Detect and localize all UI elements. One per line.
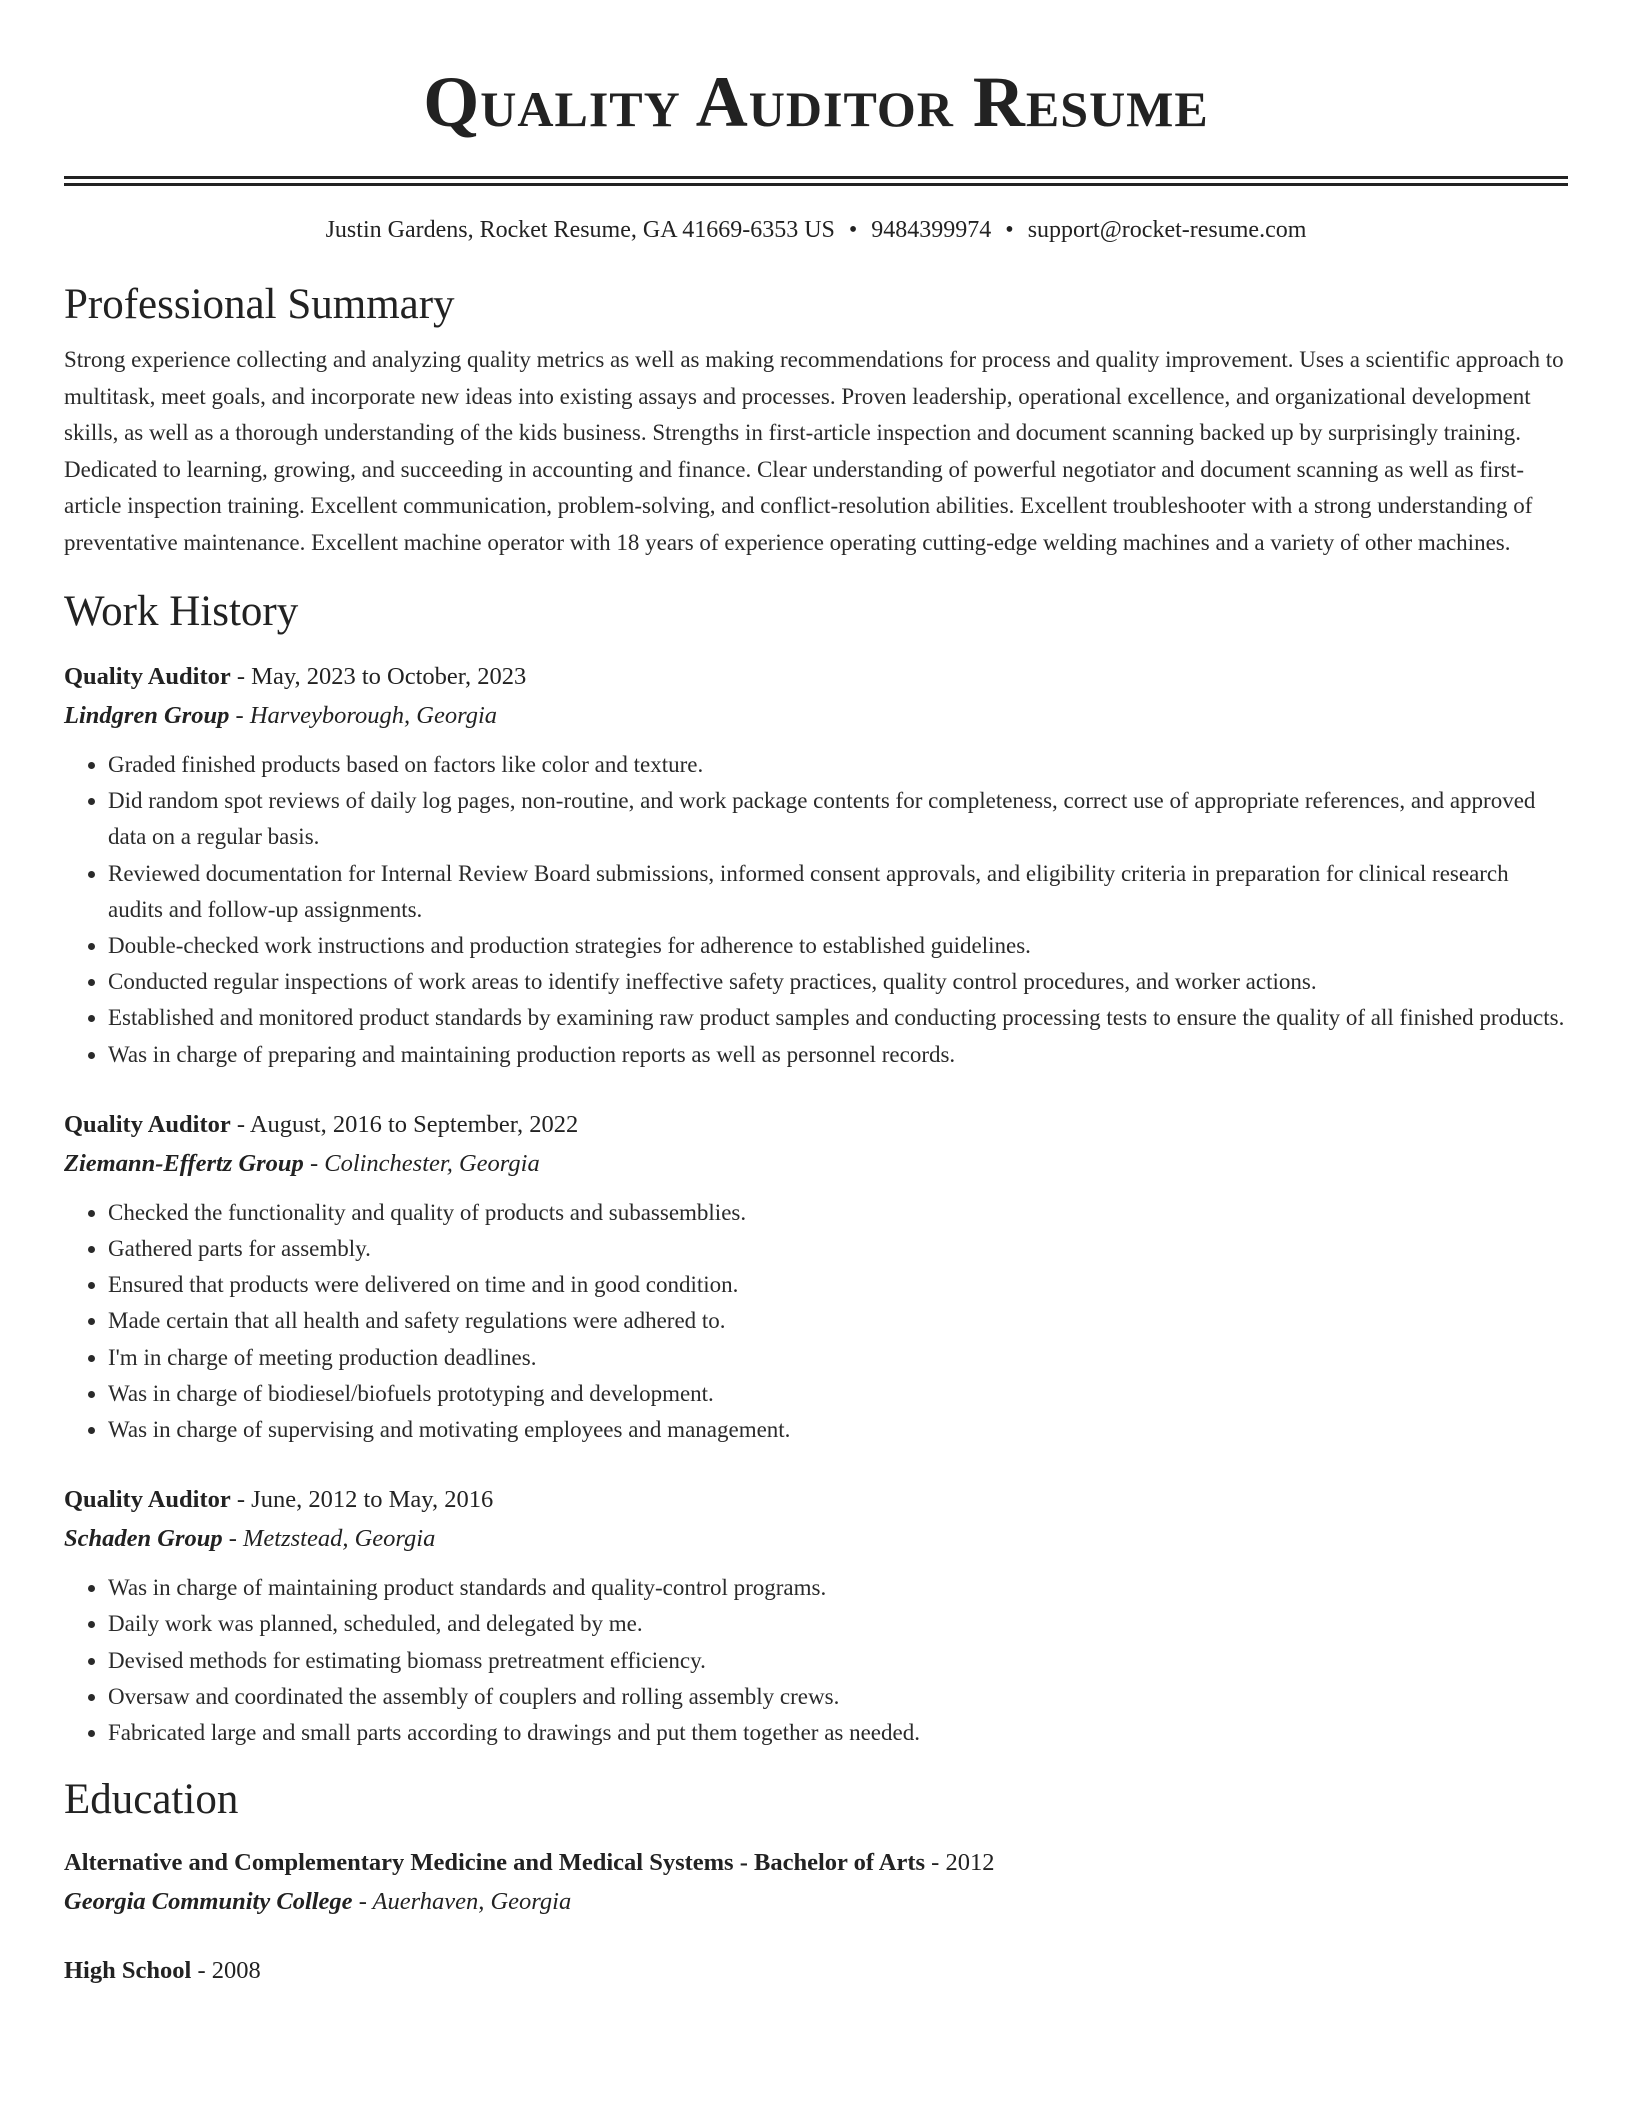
job-title: Quality Auditor — [64, 1110, 231, 1138]
list-item: • Conducted regular inspections of work areas to identify ineffective safety practices, quality control procedures, and worker actions. — [108, 964, 1568, 1000]
list-item: • Ensured that products were delivered on time and in good condition. — [108, 1267, 1568, 1303]
list-item: • Reviewed documentation for Internal Review Board submissions, informed consent approvals, and eligibility criteria in preparation for clinical research audits and follow-up assignments. — [108, 856, 1568, 928]
job-dates: - August, 2016 to September, 2022 — [230, 1110, 579, 1138]
company-name: Ziemann-Effertz Group — [64, 1149, 304, 1177]
company-location: - Colinchester, Georgia — [303, 1149, 540, 1177]
list-item: • Was in charge of supervising and motivating employees and management. — [108, 1412, 1568, 1448]
company-name: Schaden Group — [64, 1525, 223, 1553]
school-line — [64, 1882, 1568, 1921]
company-location: - Metzstead, Georgia — [222, 1525, 436, 1553]
education-heading: Education — [64, 1776, 239, 1824]
contact-separator: • — [1005, 217, 1014, 243]
job-entry — [64, 1105, 1568, 1448]
job-duties-list — [64, 1195, 1568, 1448]
education-entry — [64, 1843, 1568, 1921]
job-dates: - June, 2012 to May, 2016 — [230, 1486, 494, 1514]
degree-name: Alternative and Complementary Medicine and Medical Systems - Bachelor of Arts — [64, 1849, 926, 1877]
degree-line — [64, 1843, 1568, 1882]
contact-phone: 9484399974 — [871, 217, 992, 243]
job-title: Quality Auditor — [64, 1486, 231, 1514]
list-item: • I'm in charge of meeting production deadlines. — [108, 1340, 1568, 1376]
work-history-heading: Work History — [64, 588, 299, 635]
school-name: Georgia Community College — [64, 1888, 353, 1916]
job-title-line — [64, 1105, 1568, 1144]
list-item: • Double-checked work instructions and production strategies for adherence to established guidelines. — [108, 928, 1568, 964]
list-item: • Oversaw and coordinated the assembly of couplers and rolling assembly crews. — [108, 1679, 1568, 1715]
company-line — [64, 1144, 1568, 1183]
list-item: • Fabricated large and small parts according to drawings and put them together as needed. — [108, 1715, 1568, 1751]
company-location: - Harveyborough, Georgia — [229, 702, 498, 729]
company-name: Lindgren Group — [64, 702, 230, 729]
contact-separator: • — [848, 217, 858, 243]
summary-heading: Professional Summary — [64, 281, 455, 328]
degree-year: - 2012 — [925, 1849, 995, 1877]
job-title-line — [64, 1480, 1568, 1519]
school-location: - Auerhaven, Georgia — [352, 1888, 572, 1916]
list-item: • Was in charge of maintaining product standards and quality-control programs. — [108, 1570, 1568, 1606]
title-double-rule — [64, 176, 1568, 186]
resume-title: Quality Auditor Resume — [423, 62, 1209, 142]
contact-email: support@rocket-resume.com — [1027, 217, 1307, 243]
list-item: • Daily work was planned, scheduled, and delegated by me. — [108, 1606, 1568, 1642]
company-line — [64, 1519, 1568, 1558]
list-item: • Was in charge of biodiesel/biofuels prototyping and development. — [108, 1376, 1568, 1412]
degree-line — [64, 1951, 1568, 1990]
job-entry — [64, 1480, 1568, 1751]
contact-address: Justin Gardens, Rocket Resume, GA 41669-6353 US — [325, 217, 835, 243]
job-title-line — [64, 657, 1568, 696]
education-entry — [64, 1951, 1568, 1990]
list-item: • Checked the functionality and quality of products and subassemblies. — [108, 1195, 1568, 1231]
job-entry — [64, 657, 1568, 1073]
job-duties-list — [64, 1570, 1568, 1751]
degree-year: - 2008 — [191, 1957, 261, 1985]
list-item: • Gathered parts for assembly. — [108, 1231, 1568, 1267]
job-duties-list — [64, 747, 1568, 1073]
list-item: • Devised methods for estimating biomass pretreatment efficiency. — [108, 1643, 1568, 1679]
list-item: • Did random spot reviews of daily log pages, non-routine, and work package contents for completeness, correct use of appropriate references, and approved data on a regular basis. — [108, 783, 1568, 855]
summary-text: Strong experience collecting and analyzing quality metrics as well as making recommendations for process and quality improvement. Uses a scientific approach to multitask, meet goals, and incorporate new ideas into existing assays and processes. Proven leadership, operational excellence, and organizational development skills, as well as a thorough understanding of the kids business. Strengths in first-article inspection and document scanning backed up by surprisingly training. Dedicated to learning, growing, and succeeding in accounting and finance. Clear understanding of powerful negotiator and document scanning as well as first-article inspection training. Excellent communication, problem-solving, and conflict-resolution abilities. Excellent troubleshooter with a strong understanding of preventative maintenance. Excellent machine operator with 18 years of experience operating cutting-edge welding machines and a variety of other machines. — [64, 347, 1564, 555]
job-dates: - May, 2023 to October, 2023 — [230, 663, 527, 690]
list-item: • Graded finished products based on factors like color and texture. — [108, 747, 1568, 783]
contact-line — [64, 214, 1568, 246]
company-line — [64, 696, 1568, 735]
job-title: Quality Auditor — [64, 663, 231, 690]
list-item: • Made certain that all health and safety regulations were adhered to. — [108, 1303, 1568, 1339]
degree-name: High School — [64, 1957, 192, 1985]
list-item: • Established and monitored product standards by examining raw product samples and conducting processing tests to ensure the quality of all finished products. — [108, 1000, 1568, 1036]
list-item: • Was in charge of preparing and maintaining production reports as well as personnel records. — [108, 1037, 1568, 1073]
